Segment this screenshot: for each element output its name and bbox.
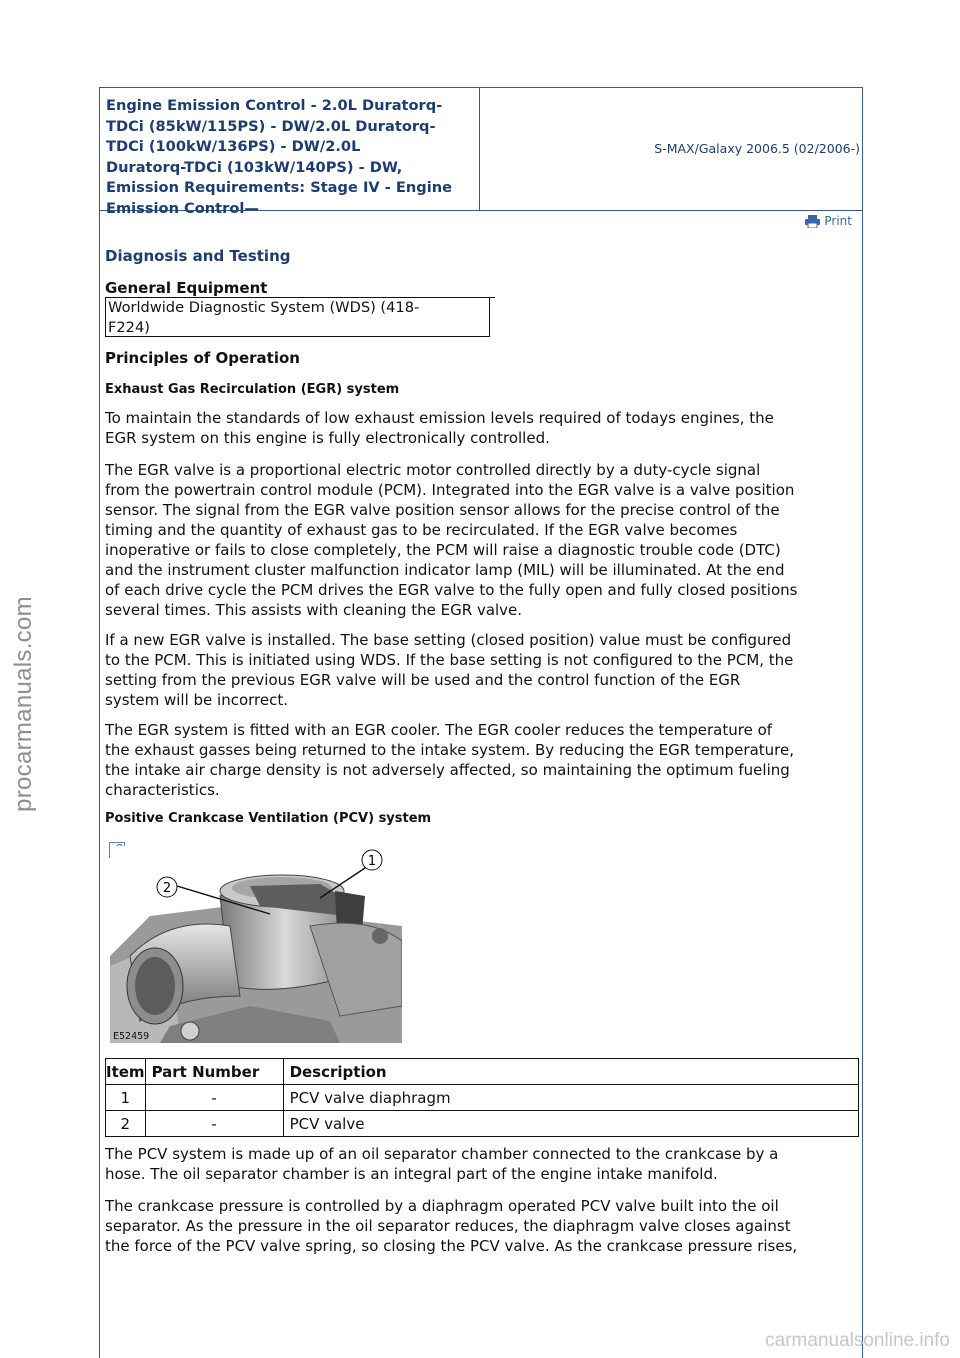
egr-paragraph [105, 460, 857, 620]
table-cell: 1 [106, 1085, 146, 1111]
general-equipment-heading: General Equipment [105, 279, 268, 297]
title-line: TDCi (85kW/115PS) - DW/2.0L Duratorq- [106, 117, 436, 135]
equipment-box [105, 297, 490, 337]
pcv-valve-figure [110, 846, 402, 1043]
text-line: from the powertrain control module (PCM). Integrated into the EGR valve is a valve position [105, 481, 795, 499]
table-cell: PCV valve [283, 1111, 858, 1137]
parts-table [105, 1058, 859, 1137]
text-line: To maintain the standards of low exhaust emission levels required of todays engines, the [105, 409, 774, 427]
title-line: Emission Requirements: Stage IV - Engine [106, 179, 452, 196]
table-row [106, 1085, 859, 1111]
text-line: the exhaust gasses being returned to the intake system. By reducing the EGR temperature, [105, 741, 794, 759]
table-cell: - [145, 1085, 283, 1111]
table-header-row [106, 1059, 859, 1085]
pcv-paragraph [105, 1144, 857, 1184]
table-cell: - [145, 1111, 283, 1137]
principles-heading: Principles of Operation [105, 349, 300, 367]
equipment-line: F224) [108, 319, 150, 336]
text-line: The EGR valve is a proportional electric motor controlled directly by a duty-cycle signal [105, 461, 761, 479]
page-title [106, 96, 476, 219]
table-cell: 2 [106, 1111, 146, 1137]
manual-page [99, 87, 863, 1358]
text-line: system will be incorrect. [105, 691, 289, 709]
text-line: the force of the PCV valve spring, so closing the PCV valve. As the crankcase pressure rises, [105, 1237, 798, 1255]
egr-paragraph [105, 630, 857, 710]
pcv-heading: Positive Crankcase Ventilation (PCV) system [105, 811, 432, 826]
equipment-line: Worldwide Diagnostic System (WDS) (418- [108, 299, 420, 316]
table-cell: PCV valve diaphragm [283, 1085, 858, 1111]
text-line: the intake air charge density is not adversely affected, so maintaining the optimum fueling [105, 761, 790, 779]
print-button[interactable] [805, 214, 852, 228]
printer-icon [805, 215, 820, 228]
table-row [106, 1111, 859, 1137]
text-line: to the PCM. This is initiated using WDS. If the base setting is not configured to the PCM, the [105, 651, 794, 669]
callout-1-label: 1 [367, 854, 377, 869]
egr-paragraph [105, 408, 857, 448]
print-label: Print [824, 214, 852, 228]
pcv-paragraph [105, 1196, 857, 1256]
text-line: and the instrument cluster malfunction indicator lamp (MIL) will be illuminated. At the end [105, 561, 785, 579]
text-line: several times. This assists with cleaning the EGR valve. [105, 601, 523, 619]
egr-heading: Exhaust Gas Recirculation (EGR) system [105, 382, 400, 397]
egr-paragraph [105, 720, 857, 800]
text-line: timing and the quantity of exhaust gas to be recirculated. If the EGR valve becomes [105, 521, 738, 539]
column-header: Part Number [145, 1059, 283, 1085]
title-line: Duratorq-TDCi (103kW/140PS) - DW, [106, 158, 403, 176]
text-line: The PCV system is made up of an oil separator chamber connected to the crankcase by a [105, 1145, 779, 1163]
text-line: hose. The oil separator chamber is an integral part of the engine intake manifold. [105, 1165, 718, 1183]
bottom-watermark: carmanualsonline.info [765, 1330, 950, 1351]
side-watermark-text: procarmanuals.com [10, 596, 37, 812]
figure-code: E52459 [113, 1031, 150, 1042]
title-line: Emission Control— [106, 199, 259, 217]
vehicle-model: S-MAX/Galaxy 2006.5 (02/2006-) [654, 141, 860, 156]
section-title: Diagnosis and Testing [105, 247, 291, 265]
title-line: TDCi (100kW/136PS) - DW/2.0L [106, 138, 361, 155]
callout-2-label: 2 [162, 881, 172, 896]
text-line: inoperative or fails to close completely, the PCM will raise a diagnostic trouble code (DTC) [105, 541, 781, 559]
column-header: Description [283, 1059, 858, 1085]
page-header [100, 87, 862, 217]
header-title-cell [100, 88, 480, 217]
text-line: sensor. The signal from the EGR valve position sensor allows for the precise control of the [105, 501, 780, 519]
title-line: Engine Emission Control - 2.0L Duratorq- [106, 97, 443, 114]
equipment-box-tick [490, 297, 495, 298]
text-line: separator. As the pressure in the oil separator reduces, the diaphragm valve closes against [105, 1217, 791, 1235]
text-line: The EGR system is fitted with an EGR cooler. The EGR cooler reduces the temperature of [105, 721, 773, 739]
column-header: Item [106, 1059, 146, 1085]
text-line: setting from the previous EGR valve will be used and the control function of the EGR [105, 671, 741, 689]
text-line: If a new EGR valve is installed. The base setting (closed position) value must be configured [105, 631, 792, 649]
text-line: characteristics. [105, 781, 220, 799]
text-line: EGR system on this engine is fully electronically controlled. [105, 429, 550, 447]
side-watermark [4, 560, 44, 860]
text-line: The crankcase pressure is controlled by a diaphragm operated PCV valve built into the oil [105, 1197, 779, 1215]
text-line: of each drive cycle the PCM drives the EGR valve to the fully open and fully closed positions [105, 581, 798, 599]
